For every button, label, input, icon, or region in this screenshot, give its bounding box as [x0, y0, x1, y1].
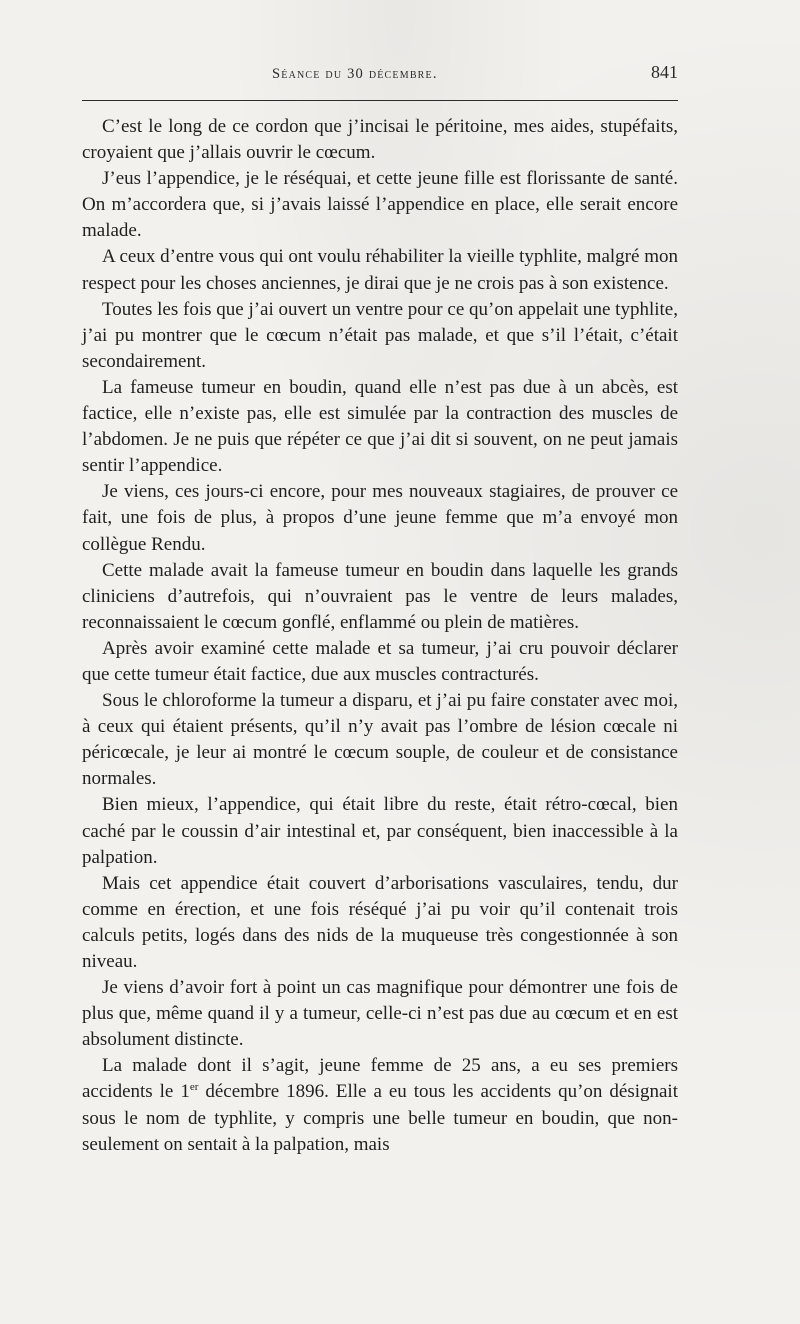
paragraph: A ceux d’entre vous qui ont voulu réhabiliter la vieille typhlite, malgré mon respect pour les choses anciennes, je dirai que je ne crois pas à son existence. [82, 246, 678, 294]
paragraph: Je viens, ces jours-ci encore, pour mes nouveaux stagiaires, de prouver ce fait, une fois de plus, à propos d’une jeune femme que m’a envoyé mon collègue Rendu. [82, 481, 678, 555]
page-header [82, 60, 678, 90]
paragraph: Je viens d’avoir fort à point un cas magnifique pour démontrer une fois de plus que, même quand il y a tumeur, celle-ci n’est pas due au cœcum et en est absolument distincte. [82, 977, 678, 1051]
paragraph-last-text-start: La malade dont il s’agit, jeune femme de 25 ans, a eu ses premiers accidents le 1 [82, 1055, 678, 1103]
paragraph: C’est le long de ce cordon que j’incisai le péritoine, mes aides, stupéfaits, croyaient que j’allais ouvrir le cœcum. [82, 116, 678, 164]
page-number: 841 [651, 62, 678, 82]
paragraph: Mais cet appendice était couvert d’arborisations vasculaires, tendu, dur comme en érection, et une fois réséqué j’ai pu voir qu’il contenait trois calculs petits, logés dans des nids de la muqueuse très congestionnée à son niveau. [82, 872, 678, 972]
paragraph-last-text-end: décembre 1896. Elle a eu tous les accidents qu’on désignait sous le nom de typhlite, y compris une belle tumeur en boudin, que non-seulement on sentait à la palpation, mais [82, 1081, 678, 1155]
paragraph: J’eus l’appendice, je le réséquai, et cette jeune fille est florissante de santé. On m’accordera que, si j’avais laissé l’appendice en place, elle serait encore malade. [82, 168, 678, 242]
paragraph-last [82, 1053, 678, 1157]
body-text [82, 114, 678, 1158]
paragraph: Après avoir examiné cette malade et sa tumeur, j’ai cru pouvoir déclarer que cette tumeur était factice, due aux muscles contracturés. [82, 637, 678, 685]
paragraph: La fameuse tumeur en boudin, quand elle n’est pas due à un abcès, est factice, elle n’existe pas, elle est simulée par la contraction des muscles de l’abdomen. Je ne puis que répéter ce que j’ai dit si souvent, on ne peut jamais sentir l’appendice. [82, 376, 678, 477]
ordinal-superscript: er [189, 1081, 199, 1094]
paragraph: Sous le chloroforme la tumeur a disparu, et j’ai pu faire constater avec moi, à ceux qui étaient présents, qu’il n’y avait pas l’ombre de lésion cœcale ni péricœcale, je leur ai montré le cœcum souple, de couleur et de consistance normales. [82, 690, 678, 790]
header-rule [82, 100, 678, 101]
paragraph: Bien mieux, l’appendice, qui était libre du reste, était rétro-cœcal, bien caché par le coussin d’air intestinal et, par conséquent, bien inaccessible à la palpation. [82, 794, 678, 868]
paragraph: Cette malade avait la fameuse tumeur en boudin dans laquelle les grands cliniciens d’autrefois, qui n’ouvraient pas le ventre de leurs malades, reconnaissaient le cœcum gonflé, enflammé ou plein de matières. [82, 559, 678, 633]
paragraph: Toutes les fois que j’ai ouvert un ventre pour ce qu’on appelait une typhlite, j’ai pu montrer que le cœcum n’était pas malade, et que s’il l’était, c’était secondairement. [82, 298, 678, 372]
running-title: Séance du 30 décembre. [272, 66, 438, 82]
